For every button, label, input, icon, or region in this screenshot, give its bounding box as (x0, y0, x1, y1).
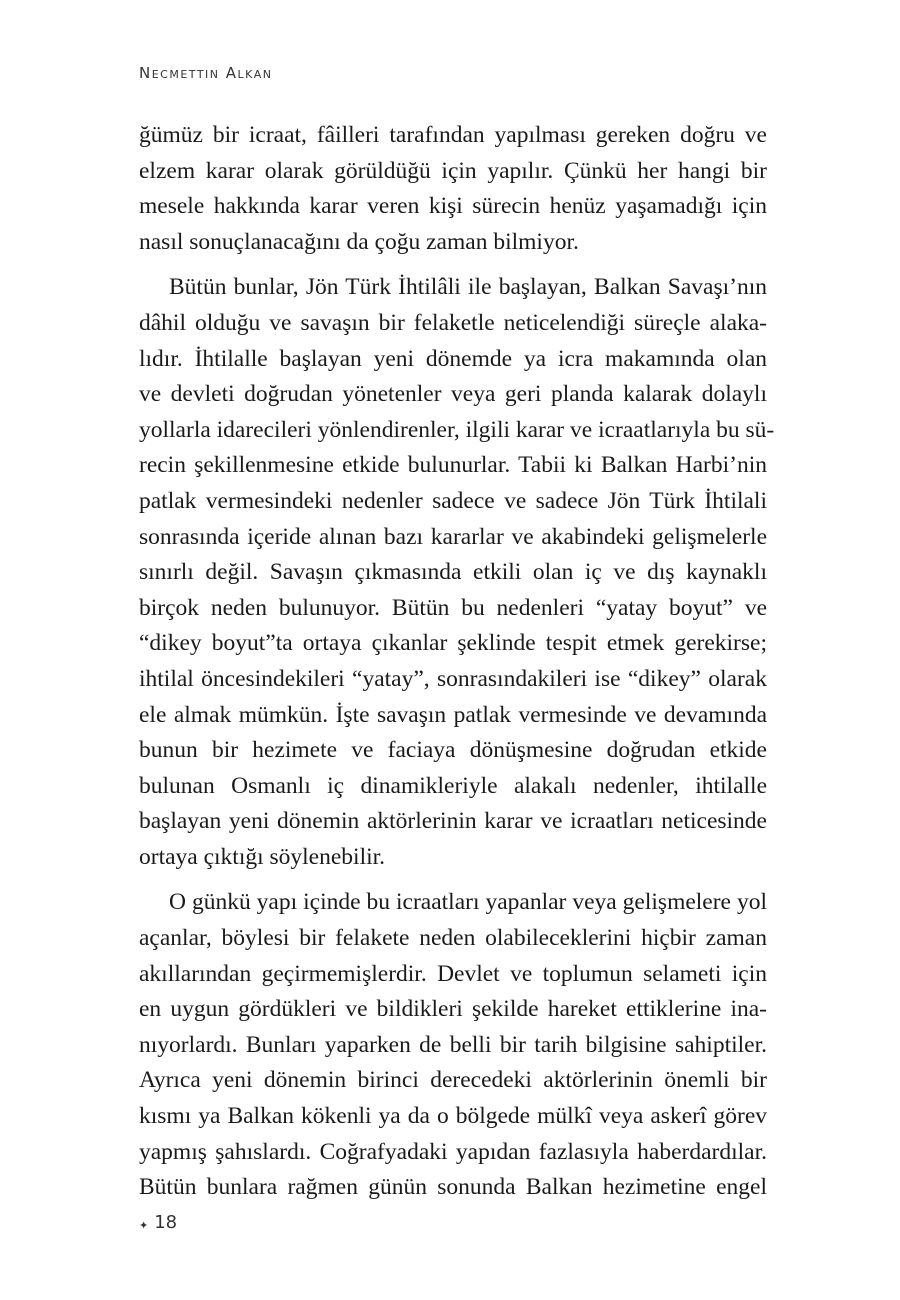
text-line: sınırlı değil. Savaşın çıkmasında etkili olan iç ve dış kaynaklı (139, 559, 767, 586)
text-line: en uygun gördükleri ve bildikleri şekilde hareket ettiklerine ina- (139, 996, 767, 1023)
text-line: bunun bir hezimete ve faciaya dönüşmesine doğrudan etkide (139, 737, 767, 764)
text-line: başlayan yeni dönemin aktörlerinin karar ve icraatları neticesinde (139, 808, 767, 835)
text-line: ve devleti doğrudan yönetenler veya geri planda kalarak dolaylı (139, 381, 767, 408)
text-line: ğümüz bir icraat, fâilleri tarafından yapılması gereken doğru ve (139, 122, 767, 148)
text-line: ihtilal öncesindekileri “yatay”, sonrasındakileri ise “dikey” olarak (139, 665, 767, 692)
body-text (139, 118, 775, 1206)
page-footer (139, 1212, 177, 1233)
text-line: dâhil olduğu ve savaşın bir felaketle neticelendiği süreçle alaka- (139, 309, 767, 336)
text-line: sonrasında içeride alınan bazı kararlar ve akabindeki gelişmelerle (139, 523, 767, 550)
text-line: nasıl sonuçlanacağını da çoğu zaman bilmiyor. (139, 228, 579, 255)
running-head: Necmettin Alkan (139, 64, 273, 82)
text-line: ele almak mümkün. İşte savaşın patlak vermesinde ve devamında (139, 701, 767, 728)
paragraph-3 (139, 885, 767, 1205)
paragraph-2 (139, 270, 775, 875)
text-line: yollarla idarecileri yönlendirenler, ilgili karar ve icraatlarıyla bu sü- (139, 416, 775, 443)
text-line: elzem karar olarak görüldüğü için yapılır. Çünkü her hangi bir (139, 157, 767, 184)
paragraph-1 (139, 118, 767, 260)
text-line: recin şekillenmesine etkide bulunurlar. Tabii ki Balkan Harbi’nin (139, 452, 767, 479)
text-line: açanlar, böylesi bir felakete neden olabileceklerini hiçbir zaman (139, 925, 767, 952)
text-line: mesele hakkında karar veren kişi sürecin henüz yaşamadığı için (139, 193, 767, 220)
page-number: 18 (154, 1212, 178, 1233)
text-line: “dikey boyut”ta ortaya çıkanlar şeklinde tespit etmek gerekirse; (139, 630, 767, 657)
text-line: Bütün bunlara rağmen günün sonunda Balkan hezimetine engel (139, 1174, 767, 1201)
ornament-icon: ✦ (139, 1219, 149, 1232)
text-line: bulunan Osmanlı iç dinamikleriyle alakalı nedenler, ihtilalle (139, 772, 767, 799)
text-line: ortaya çıktığı söylenebilir. (139, 843, 386, 870)
text-line: kısmı ya Balkan kökenli ya da o bölgede mülkî veya askerî görev (139, 1103, 767, 1130)
text-line: nıyorlardı. Bunları yaparken de belli bir tarih bilgisine sahiptiler. (139, 1031, 767, 1058)
text-line: akıllarından geçirmemişlerdir. Devlet ve toplumun selameti için (139, 960, 767, 987)
text-line: birçok neden bulunuyor. Bütün bu nedenleri “yatay boyut” ve (139, 594, 767, 621)
text-line: yapmış şahıslardı. Coğrafyadaki yapıdan fazlasıyla haberdardılar. (139, 1138, 767, 1165)
text-line: O günkü yapı içinde bu icraatları yapanlar veya gelişmelere yol (169, 889, 767, 916)
text-line: Ayrıca yeni dönemin birinci derecedeki aktörlerinin önemli bir (139, 1067, 767, 1094)
text-line: patlak vermesindeki nedenler sadece ve sadece Jön Türk İhtilali (139, 487, 767, 514)
text-line: lıdır. İhtilalle başlayan yeni dönemde ya icra makamında olan (139, 345, 767, 372)
text-line: Bütün bunlar, Jön Türk İhtilâli ile başlayan, Balkan Savaşı’nın (169, 274, 767, 301)
